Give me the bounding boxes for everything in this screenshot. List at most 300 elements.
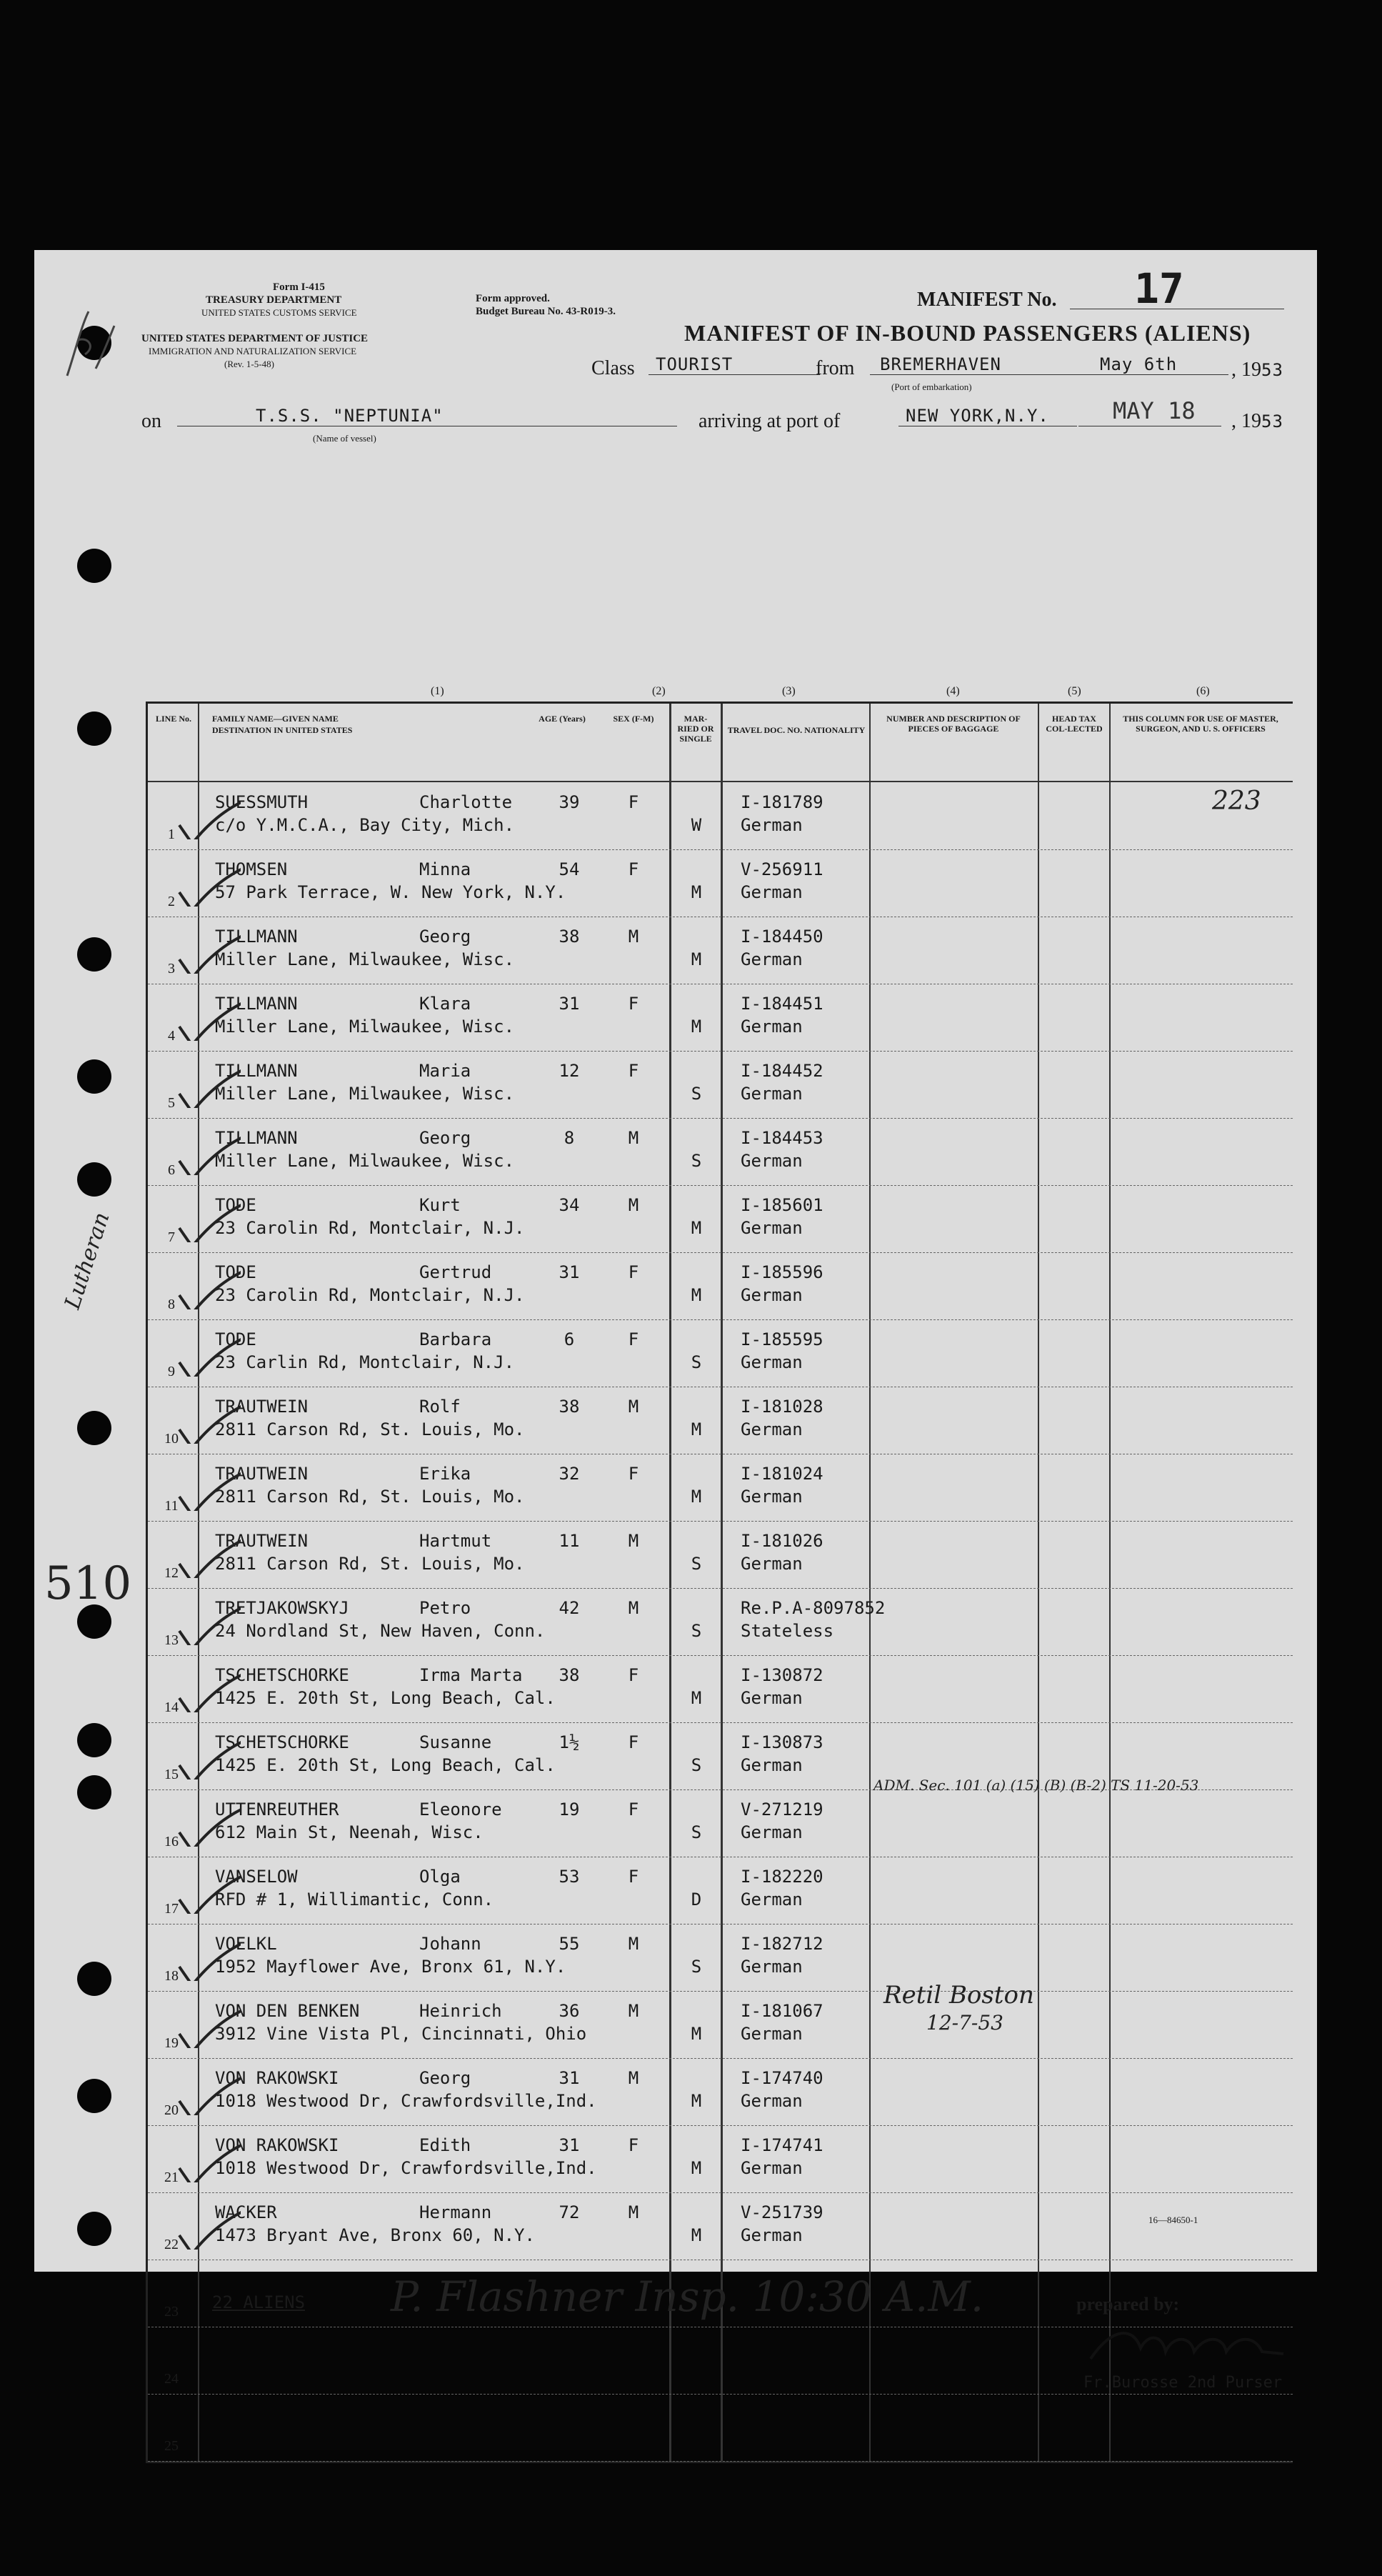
age: 12 [559, 1061, 580, 1081]
age: 34 [559, 1195, 580, 1215]
destination: 1952 Mayflower Ave, Bronx 61, N.Y. [215, 1957, 566, 1977]
age: 72 [559, 2202, 580, 2222]
line-number: 24 [164, 2371, 179, 2387]
age: 42 [559, 1598, 580, 1618]
given-name: Klara [419, 994, 471, 1014]
travel-doc: I-181067 [741, 2001, 823, 2021]
family-name: TILLMANN [215, 927, 298, 947]
given-name: Olga [419, 1867, 461, 1887]
on-label: on [141, 410, 161, 432]
line-number: 4 [168, 1028, 175, 1044]
departure-year: , 1953 [1231, 359, 1283, 381]
sex: F [628, 1464, 639, 1484]
sex: F [628, 1262, 639, 1282]
header-family: FAMILY NAME—GIVEN NAME [212, 714, 339, 724]
given-name: Kurt [419, 1195, 461, 1215]
sex: F [628, 2135, 639, 2155]
from-label: from [816, 357, 855, 379]
sex: F [628, 1329, 639, 1349]
given-name: Heinrich [419, 2001, 502, 2021]
age: 32 [559, 1464, 580, 1484]
nationality: German [741, 1352, 803, 1372]
nationality: German [741, 1889, 803, 1909]
retil-date: 12-7-53 [926, 2011, 1003, 2035]
header-destination: DESTINATION IN UNITED STATES [212, 725, 353, 735]
embarkation-caption: (Port of embarkation) [891, 381, 972, 392]
age: 19 [559, 1799, 580, 1819]
check-mark-icon [176, 924, 241, 974]
table-row [148, 1252, 1293, 1320]
marital-status: M [691, 1017, 702, 1037]
travel-doc: I-130872 [741, 1665, 823, 1685]
table-row [148, 1319, 1293, 1387]
col-num-2: (2) [652, 685, 666, 697]
header-line-no: LINE No. [155, 714, 191, 724]
family-name: SUESSMUTH [215, 792, 309, 812]
nationality: German [741, 1151, 803, 1171]
punch-hole [77, 1775, 111, 1809]
nationality: German [741, 1487, 803, 1507]
family-name: TRAUTWEIN [215, 1464, 309, 1484]
family-name: WACKER [215, 2202, 277, 2222]
departure-year-suffix: 53 [1261, 360, 1283, 380]
nationality: German [741, 2158, 803, 2178]
given-name: Minna [419, 859, 471, 879]
sex: F [628, 1061, 639, 1081]
check-mark-icon [176, 1528, 241, 1578]
table-row [148, 1857, 1293, 1924]
col-num-4: (4) [946, 685, 960, 697]
check-mark-icon [176, 857, 241, 907]
line-number: 9 [168, 1364, 175, 1379]
line-number: 19 [164, 2035, 179, 2051]
age: 39 [559, 792, 580, 812]
age: 38 [559, 927, 580, 947]
arrival-year-prefix: 19 [1241, 410, 1261, 432]
line-number: 8 [168, 1297, 175, 1312]
table-row [148, 2058, 1293, 2126]
header-age: AGE (Years) [539, 714, 586, 724]
travel-doc: I-182712 [741, 1934, 823, 1954]
punch-hole [77, 2079, 111, 2113]
table-row [148, 1387, 1293, 1454]
sex: M [628, 1128, 639, 1148]
punch-hole [77, 1411, 111, 1445]
age: 55 [559, 1934, 580, 1954]
family-name: VANSELOW [215, 1867, 298, 1887]
table-row [148, 849, 1293, 917]
check-mark-icon [176, 1729, 241, 1779]
table-row [148, 2192, 1293, 2260]
marital-status: M [691, 2158, 702, 2178]
age: 11 [559, 1531, 580, 1551]
nationality: German [741, 2225, 803, 2245]
destination: 24 Nordland St, New Haven, Conn. [215, 1621, 546, 1641]
nationality: German [741, 2091, 803, 2111]
table-row [148, 917, 1293, 984]
punch-hole [77, 1162, 111, 1197]
given-name: Hermann [419, 2202, 492, 2222]
class-value: TOURIST [649, 354, 820, 375]
age: 54 [559, 859, 580, 879]
marital-status: M [691, 949, 702, 969]
family-name: TODE [215, 1262, 256, 1282]
table-row [148, 1991, 1293, 2059]
destination: Miller Lane, Milwaukee, Wisc. [215, 949, 515, 969]
destination: 612 Main St, Neenah, Wisc. [215, 1822, 484, 1842]
sex: F [628, 1732, 639, 1752]
destination: 23 Carlin Rd, Montclair, N.J. [215, 1352, 515, 1372]
family-name: TODE [215, 1195, 256, 1215]
line-number: 1 [168, 827, 175, 842]
travel-doc: I-184453 [741, 1128, 823, 1148]
line-number: 2 [168, 894, 175, 909]
line-number: 21 [164, 2170, 179, 2185]
arriving-label: arriving at port of [698, 410, 841, 432]
line-number: 18 [164, 1968, 179, 1984]
destination: 23 Carolin Rd, Montclair, N.J. [215, 1218, 525, 1238]
punch-hole [77, 549, 111, 583]
prepared-by-label: prepared by: [1076, 2294, 1180, 2315]
given-name: Eleonore [419, 1799, 502, 1819]
manifest-title: MANIFEST OF IN-BOUND PASSENGERS (ALIENS) [684, 320, 1251, 346]
destination: 57 Park Terrace, W. New York, N.Y. [215, 882, 566, 902]
check-mark-icon [176, 1461, 241, 1511]
line-number: 7 [168, 1229, 175, 1245]
embarkation-port: BREMERHAVEN [870, 354, 1073, 375]
punch-hole [77, 1059, 111, 1094]
line-number: 11 [164, 1498, 179, 1514]
travel-doc: I-174740 [741, 2068, 823, 2088]
header-travel: TRAVEL DOC. NO. NATIONALITY [727, 725, 866, 735]
table-row [148, 1051, 1293, 1119]
travel-doc: I-184451 [741, 994, 823, 1014]
table-row [148, 984, 1293, 1052]
destination: Miller Lane, Milwaukee, Wisc. [215, 1017, 515, 1037]
check-mark-icon [176, 1931, 241, 1981]
lutheran-note: Lutheran [60, 1209, 115, 1312]
handwritten-scribble [46, 297, 124, 390]
col-num-6: (6) [1196, 685, 1210, 697]
age: 31 [559, 1262, 580, 1282]
vessel-caption: (Name of vessel) [313, 433, 376, 444]
sex: F [628, 1867, 639, 1887]
nationality: German [741, 1084, 803, 1104]
family-name: TSCHETSCHORKE [215, 1665, 349, 1685]
given-name: Barbara [419, 1329, 492, 1349]
table-row [148, 1118, 1293, 1186]
destination: 23 Carolin Rd, Montclair, N.J. [215, 1285, 525, 1305]
travel-doc: I-181028 [741, 1397, 823, 1417]
age: 6 [564, 1329, 575, 1349]
table-row [148, 782, 1293, 850]
age: 1½ [559, 1732, 580, 1752]
table-row [148, 1454, 1293, 1522]
marital-status: M [691, 1285, 702, 1305]
marital-status: M [691, 882, 702, 902]
departure-year-prefix: 19 [1241, 359, 1261, 381]
marital-status: S [691, 1957, 702, 1977]
destination: 1473 Bryant Ave, Bronx 60, N.Y. [215, 2225, 535, 2245]
age: 31 [559, 2135, 580, 2155]
age: 36 [559, 2001, 580, 2021]
table-row [148, 1588, 1293, 1656]
marital-status: S [691, 1554, 702, 1574]
sex: M [628, 1598, 639, 1618]
sex: M [628, 2068, 639, 2088]
family-name: UTTENREUTHER [215, 1799, 339, 1819]
check-mark-icon [176, 991, 241, 1041]
line-number: 22 [164, 2237, 179, 2252]
line-number: 3 [168, 961, 175, 977]
nationality: German [741, 815, 803, 835]
header-headtax: HEAD TAX COL-LECTED [1046, 714, 1103, 734]
given-name: Georg [419, 1128, 471, 1148]
travel-doc: I-182220 [741, 1867, 823, 1887]
destination: 1018 Westwood Dr, Crawfordsville,Ind. [215, 2091, 597, 2111]
family-name: VOELKL [215, 1934, 277, 1954]
given-name: Irma Marta [419, 1665, 523, 1685]
line-number: 14 [164, 1699, 179, 1715]
sex: M [628, 1397, 639, 1417]
header-baggage: NUMBER AND DESCRIPTION OF PIECES OF BAGGAGE [886, 714, 1021, 734]
header-sex: SEX (F-M) [613, 714, 654, 724]
destination: RFD # 1, Willimantic, Conn. [215, 1889, 494, 1909]
check-mark-icon [176, 1192, 241, 1242]
nationality: German [741, 1017, 803, 1037]
destination: 2811 Carson Rd, St. Louis, Mo. [215, 1554, 525, 1574]
arrival-date-line [1078, 397, 1221, 426]
arrival-date-stamp: MAY 18 [1113, 397, 1196, 424]
class-label: Class [591, 357, 635, 379]
sex: M [628, 927, 639, 947]
officer-count: 223 [1212, 787, 1261, 816]
given-name: Gertrud [419, 1262, 492, 1282]
nationality: German [741, 2024, 803, 2044]
family-name: TILLMANN [215, 994, 298, 1014]
destination: 1018 Westwood Dr, Crawfordsville,Ind. [215, 2158, 597, 2178]
nationality: German [741, 949, 803, 969]
col-num-1: (1) [431, 685, 444, 697]
table-row [148, 2125, 1293, 2193]
family-name: TILLMANN [215, 1128, 298, 1148]
departure-date: May 6th [1071, 354, 1228, 375]
table-row [148, 2394, 1293, 2462]
line-number: 16 [164, 1834, 179, 1849]
given-name: Erika [419, 1464, 471, 1484]
treasury-dept: TREASURY DEPARTMENT [206, 294, 342, 306]
arrival-port: NEW YORK,N.Y. [898, 406, 1077, 426]
punch-hole [77, 2212, 111, 2246]
nationality: German [741, 1419, 803, 1439]
given-name: Johann [419, 1934, 481, 1954]
table-row [148, 1924, 1293, 1992]
header-officers: THIS COLUMN FOR USE OF MASTER, SURGEON, AND U. S. OFFICERS [1123, 714, 1278, 734]
travel-doc: I-174741 [741, 2135, 823, 2155]
destination: 2811 Carson Rd, St. Louis, Mo. [215, 1487, 525, 1507]
sex: M [628, 1531, 639, 1551]
punch-hole [77, 712, 111, 746]
punch-hole [77, 1723, 111, 1757]
check-mark-icon [176, 1998, 241, 2048]
destination: Miller Lane, Milwaukee, Wisc. [215, 1084, 515, 1104]
nationality: German [741, 1822, 803, 1842]
check-mark-icon [176, 1327, 241, 1377]
form-number: Form I-415 [273, 281, 325, 293]
left-margin-number: 510 [44, 1557, 132, 1610]
given-name: Georg [419, 2068, 471, 2088]
justice-dept: UNITED STATES DEPARTMENT OF JUSTICE [141, 333, 369, 344]
family-name: TODE [215, 1329, 256, 1349]
sex: M [628, 2202, 639, 2222]
total-aliens: 22 ALIENS [212, 2292, 306, 2312]
given-name: Hartmut [419, 1531, 492, 1551]
given-name: Georg [419, 927, 471, 947]
inspector-signature: P. Flashner Insp. 10:30 A.M. [391, 2272, 984, 2321]
arrival-year-suffix: 53 [1261, 411, 1283, 431]
family-name: THOMSEN [215, 859, 288, 879]
manifest-page [34, 250, 1317, 2454]
form-approved: Form approved. [476, 293, 550, 304]
punch-hole [77, 1962, 111, 1996]
travel-doc: I-181024 [741, 1464, 823, 1484]
check-mark-icon [176, 1259, 241, 1309]
family-name: VON RAKOWSKI [215, 2135, 339, 2155]
given-name: Petro [419, 1598, 471, 1618]
line-number: 20 [164, 2102, 179, 2118]
travel-doc: I-181789 [741, 792, 823, 812]
table-row [148, 1789, 1293, 1857]
check-mark-icon [176, 1125, 241, 1175]
travel-doc: I-184450 [741, 927, 823, 947]
age: 31 [559, 994, 580, 1014]
travel-doc: I-181026 [741, 1531, 823, 1551]
destination: 3912 Vine Vista Pl, Cincinnati, Ohio [215, 2024, 587, 2044]
col-num-3: (3) [782, 685, 796, 697]
line-number: 17 [164, 1901, 179, 1917]
destination: 2811 Carson Rd, St. Louis, Mo. [215, 1419, 525, 1439]
given-name: Maria [419, 1061, 471, 1081]
manifest-no-label: MANIFEST No. [917, 289, 1057, 311]
sex: M [628, 1934, 639, 1954]
nationality: German [741, 882, 803, 902]
family-name: TRETJAKOWSKYJ [215, 1598, 349, 1618]
check-mark-icon [176, 2065, 241, 2115]
line-number: 15 [164, 1767, 179, 1782]
footer-code: 16—84650-1 [1148, 2215, 1198, 2225]
purser-signature [1083, 2320, 1291, 2370]
col-num-5: (5) [1068, 685, 1081, 697]
travel-doc: I-185601 [741, 1195, 823, 1215]
sex: F [628, 994, 639, 1014]
marital-status: W [691, 815, 702, 835]
sex: F [628, 1665, 639, 1685]
marital-status: M [691, 1218, 702, 1238]
passenger-table [146, 685, 1293, 2463]
travel-doc: I-185595 [741, 1329, 823, 1349]
marital-status: M [691, 1487, 702, 1507]
check-mark-icon [176, 1058, 241, 1108]
nationality: German [741, 1688, 803, 1708]
line-number: 25 [164, 2438, 179, 2454]
family-name: TSCHETSCHORKE [215, 1732, 349, 1752]
marital-status: S [691, 1755, 702, 1775]
table-row [148, 1185, 1293, 1253]
sex: M [628, 1195, 639, 1215]
arrival-year: , 1953 [1231, 410, 1283, 432]
destination: 1425 E. 20th St, Long Beach, Cal. [215, 1688, 556, 1708]
nationality: German [741, 1218, 803, 1238]
marital-status: M [691, 2225, 702, 2245]
travel-doc: V-256911 [741, 859, 823, 879]
check-mark-icon [176, 789, 241, 839]
line-number: 6 [168, 1162, 175, 1178]
marital-status: M [691, 2091, 702, 2111]
given-name: Edith [419, 2135, 471, 2155]
age: 8 [564, 1128, 575, 1148]
line-number: 23 [164, 2304, 179, 2320]
nationality: German [741, 1755, 803, 1775]
nationality: German [741, 1957, 803, 1977]
age: 38 [559, 1665, 580, 1685]
travel-doc: Re.P.A-8097852 [741, 1598, 886, 1618]
table-row [148, 1521, 1293, 1589]
marital-status: S [691, 1084, 702, 1104]
given-name: Charlotte [419, 792, 513, 812]
travel-doc: V-271219 [741, 1799, 823, 1819]
marital-status: S [691, 1621, 702, 1641]
marital-status: D [691, 1889, 702, 1909]
manifest-no-line [1070, 264, 1284, 313]
marital-status: S [691, 1151, 702, 1171]
line-number: 12 [164, 1565, 179, 1581]
family-name: TRAUTWEIN [215, 1397, 309, 1417]
header-married: MAR-RIED OR SINGLE [677, 714, 714, 744]
family-name: TRAUTWEIN [215, 1531, 309, 1551]
line-number: 13 [164, 1632, 179, 1648]
marital-status: M [691, 2024, 702, 2044]
form-revision: (Rev. 1-5-48) [224, 359, 274, 369]
travel-doc: I-185596 [741, 1262, 823, 1282]
vessel-name: T.S.S. "NEPTUNIA" [177, 406, 677, 426]
ins-service: IMMIGRATION AND NATURALIZATION SERVICE [149, 346, 357, 356]
check-mark-icon [176, 1394, 241, 1444]
check-mark-icon [176, 2132, 241, 2182]
travel-doc: V-251739 [741, 2202, 823, 2222]
manifest-no: 17 [1134, 264, 1184, 313]
family-name: VON DEN BENKEN [215, 2001, 360, 2021]
check-mark-icon [176, 2200, 241, 2250]
given-name: Susanne [419, 1732, 492, 1752]
marital-status: S [691, 1352, 702, 1372]
check-mark-icon [176, 1662, 241, 1712]
sex: F [628, 1799, 639, 1819]
sex: F [628, 859, 639, 879]
sex: M [628, 2001, 639, 2021]
admission-note: ADM. Sec. 101 (a) (15) (B) (B-2) TS 11-20-53 [873, 1777, 1199, 1794]
budget-bureau: Budget Bureau No. 43-R019-3. [476, 306, 616, 317]
destination: c/o Y.M.C.A., Bay City, Mich. [215, 815, 515, 835]
purser-name: Fr.Burosse 2nd Purser [1083, 2374, 1283, 2392]
check-mark-icon [176, 1797, 241, 1847]
line-number: 10 [164, 1431, 179, 1447]
check-mark-icon [176, 1864, 241, 1914]
nationality: Stateless [741, 1621, 834, 1641]
punch-hole [77, 937, 111, 972]
given-name: Rolf [419, 1397, 461, 1417]
line-number: 5 [168, 1095, 175, 1111]
destination: Miller Lane, Milwaukee, Wisc. [215, 1151, 515, 1171]
